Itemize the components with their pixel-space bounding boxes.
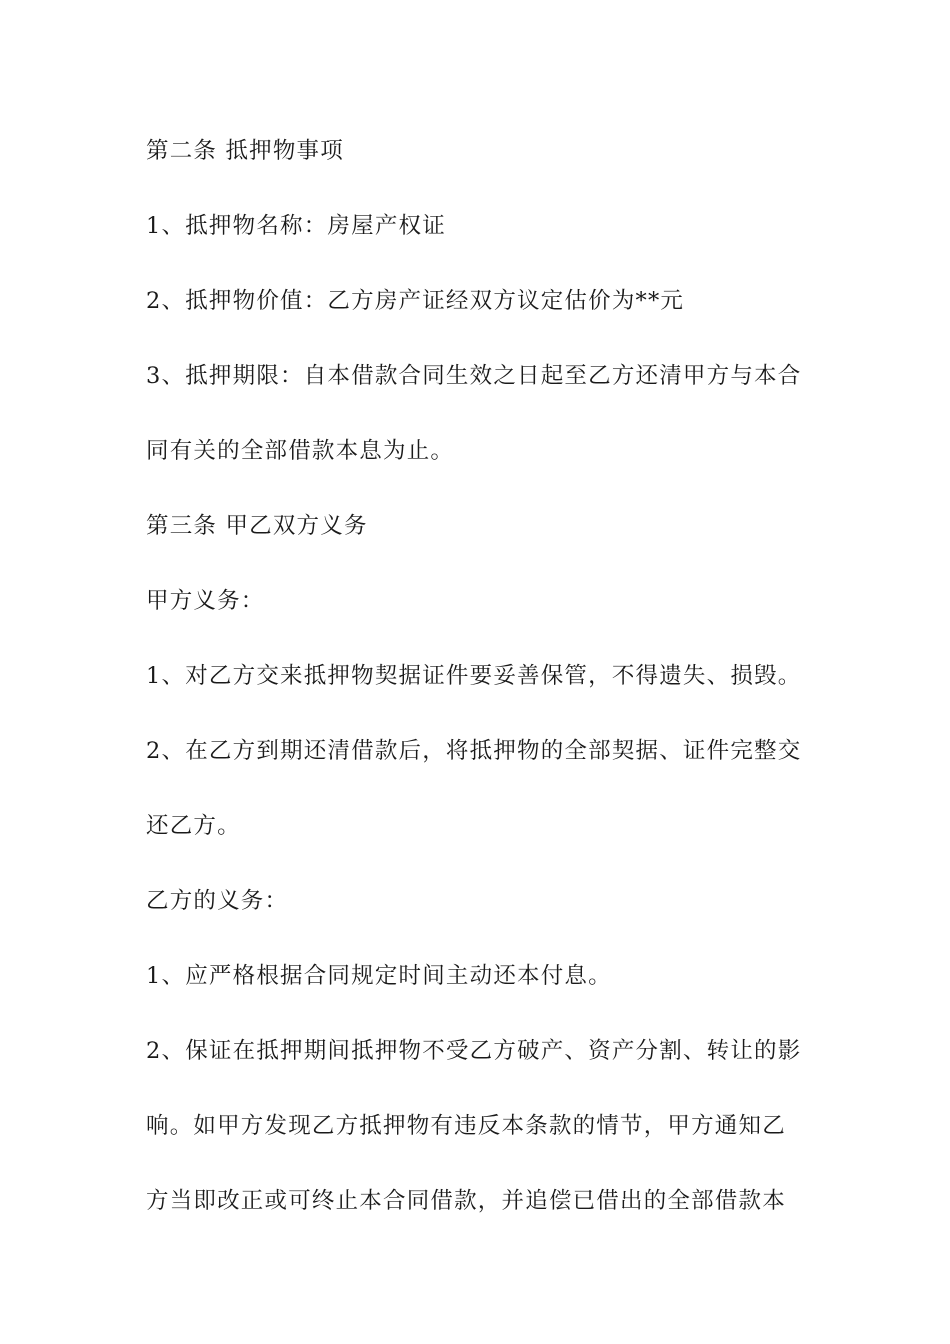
subheading-party-a-duties: 甲方义务： bbox=[146, 588, 265, 614]
paragraph-line: 1、对乙方交来抵押物契据证件要妥善保管，不得遗失、损毁。 bbox=[146, 663, 802, 689]
paragraph-line: 同有关的全部借款本息为止。 bbox=[146, 438, 455, 464]
paragraph-line: 2、抵押物价值：乙方房产证经双方议定估价为**元 bbox=[146, 288, 685, 314]
paragraph-line: 还乙方。 bbox=[146, 813, 241, 839]
paragraph-line: 3、抵押期限：自本借款合同生效之日起至乙方还清甲方与本合 bbox=[146, 363, 802, 389]
paragraph-line: 2、在乙方到期还清借款后，将抵押物的全部契据、证件完整交 bbox=[146, 738, 802, 764]
paragraph-line: 1、应严格根据合同规定时间主动还本付息。 bbox=[146, 963, 612, 989]
paragraph-line: 2、保证在抵押期间抵押物不受乙方破产、资产分割、转让的影 bbox=[146, 1038, 802, 1064]
article-2-heading: 第二条 抵押物事项 bbox=[146, 138, 344, 164]
subheading-party-b-duties: 乙方的义务： bbox=[146, 888, 289, 914]
paragraph-line: 方当即改正或可终止本合同借款，并追偿已借出的全部借款本 bbox=[146, 1188, 786, 1214]
paragraph-line: 1、抵押物名称：房屋产权证 bbox=[146, 213, 446, 239]
article-3-heading: 第三条 甲乙双方义务 bbox=[146, 513, 368, 539]
paragraph-line: 响。如甲方发现乙方抵押物有违反本条款的情节，甲方通知乙 bbox=[146, 1113, 786, 1139]
